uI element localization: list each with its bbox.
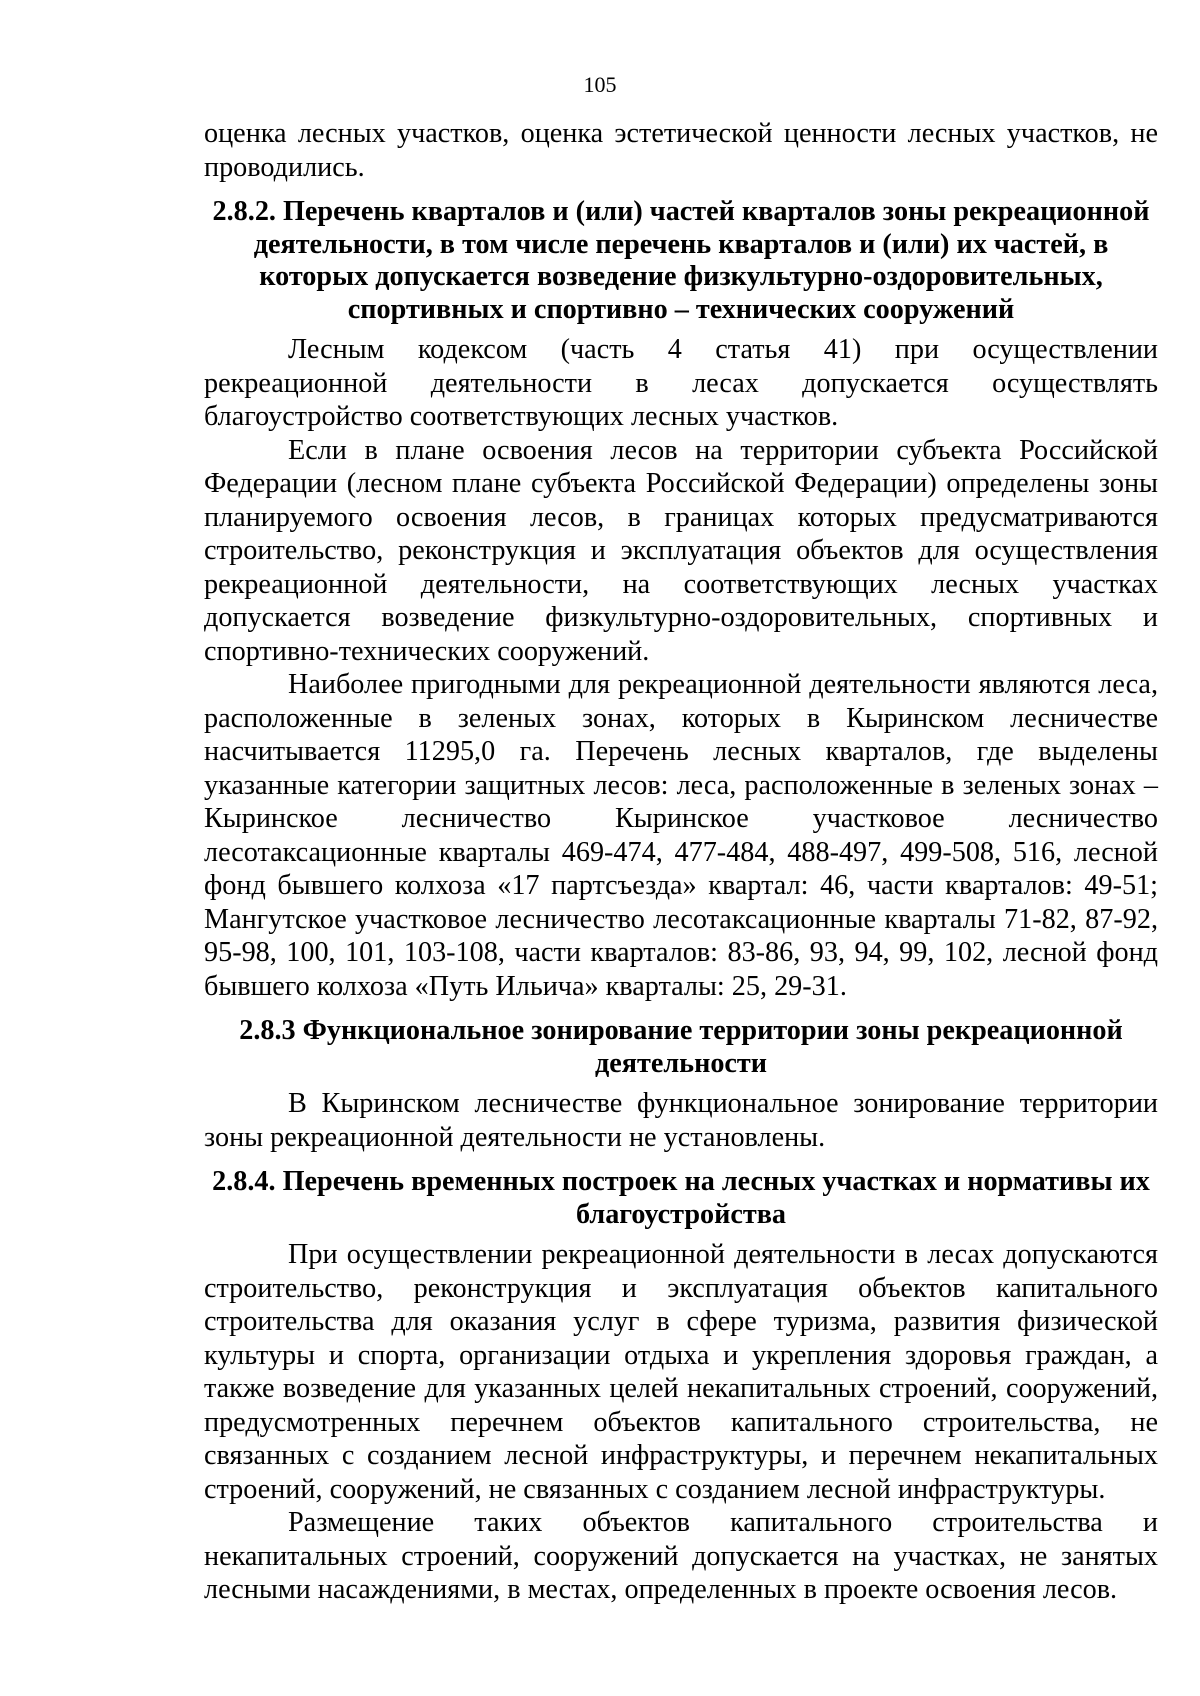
page-number: 105 — [583, 72, 617, 97]
paragraph-zoning: В Кыринском лесничестве функциональное зонирование территории зоны рекреационной деятельности не установлены. — [204, 1088, 1158, 1153]
paragraph-suitable-forests: Наиболее пригодными для рекреационной деятельности являются леса, расположенные в зеленых зонах, которых в Кыринском лесничестве насчитывается 11295,0 га. Перечень лесных кварталов, где выделены указанные категории защитных лесов: леса, расположенные в зеленых зонах – Кыринское лесничество Кыринское участковое лесничество лесотаксационные кварталы 469-474, 477-484, 488-497, 499-508, 516, лесной фонд бывшего колхоза «17 партсъезда» квартал: 46, части кварталов: 49-51; Мангутское участковое лесничество лесотаксационные кварталы 71-82, 87-92, 95-98, 100, 101, 103-108, части кварталов: 83-86, 93, 94, 99, 102, лесной фонд бывшего колхоза «Путь Ильича» кварталы: 25, 29-31. — [204, 669, 1158, 1002]
paragraph-continuation: оценка лесных участков, оценка эстетической ценности лесных участков, не проводились. — [204, 118, 1158, 183]
paragraph-forest-code: Лесным кодексом (часть 4 статья 41) при осуществлении рекреационной деятельности в лесах допускается осуществлять благоустройство соответствующих лесных участков. — [204, 334, 1158, 432]
paragraph-recreation-construction: При осуществлении рекреационной деятельности в лесах допускаются строительство, реконструкция и эксплуатация объектов капитального строительства для оказания услуг в сфере туризма, развития физической культуры и спорта, организации отдыха и укрепления здоровья граждан, а также возведение для указанных целей некапитальных строений, сооружений, предусмотренных перечнем объектов капитального строительства, не связанных с созданием лесной инфраструктуры, и перечнем некапитальных строений, сооружений, не связанных с созданием лесной инфраструктуры. — [204, 1239, 1158, 1505]
section-heading-2-8-3: 2.8.3 Функциональное зонирование территории зоны рекреационной деятельности — [239, 1015, 1123, 1079]
section-heading-2-8-2: 2.8.2. Перечень кварталов и (или) частей кварталов зоны рекреационной деятельности, в том числе перечень кварталов и (или) их частей, в которых допускается возведение физкультурно-оздоровительных, спортивных и спортивно – технических сооружений — [212, 196, 1150, 325]
section-heading-2-8-4: 2.8.4. Перечень временных построек на лесных участках и нормативы их благоустройства — [212, 1166, 1150, 1230]
paragraph-development-plan: Если в плане освоения лесов на территории субъекта Российской Федерации (лесном плане субъекта Российской Федерации) определены зоны планируемого освоения лесов, в границах которых предусматриваются строительство, реконструкция и эксплуатация объектов для осуществления рекреационной деятельности, на соответствующих лесных участках допускается возведение физкультурно-оздоровительных, спортивных и спортивно-технических сооружений. — [204, 434, 1158, 667]
document-body — [204, 117, 1158, 1607]
paragraph-placement: Размещение таких объектов капитального строительства и некапитальных строений, сооружений допускается на участках, не занятых лесными насаждениями, в местах, определенных в проекте освоения лесов. — [204, 1507, 1158, 1605]
